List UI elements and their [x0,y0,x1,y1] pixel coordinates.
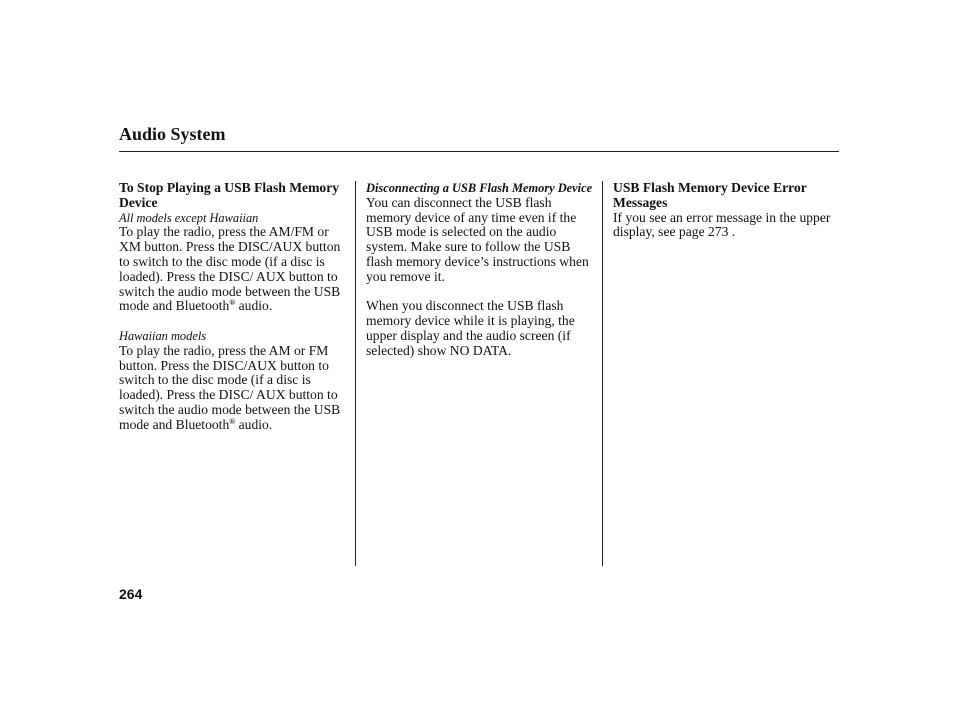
stop-playing-heading: To Stop Playing a USB Flash Memory Device [119,180,340,210]
hawaiian-subheading: Hawaiian models [119,328,207,343]
column-error-messages [613,181,839,240]
error-messages-heading: USB Flash Memory Device Error Messages [613,180,807,210]
registered-mark: ® [229,416,236,426]
hawaiian-body: To play the radio, press the AM or FM button. Press the DISC/AUX button to switch to the disc mode (if a disc is loaded). Press the DISC/ AUX button to switch the audio mode between the USB mode and Bluetooth [119,342,341,432]
header-rule [119,151,839,152]
disconnecting-paragraph-2: When you disconnect the USB flash memory device while it is playing, the upper display and the audio screen (if selected) show NO DATA. [366,298,575,358]
non-hawaiian-subheading: All models except Hawaiian [119,210,259,225]
disconnecting-paragraph-1: You can disconnect the USB flash memory device of any time even if the USB mode is selected on the audio system. Make sure to follow the USB flash memory device’s instructions when you remove it. [366,194,589,284]
page-title: Audio System [119,124,226,144]
disconnecting-heading: Disconnecting a USB Flash Memory Device [366,181,593,195]
hawaiian-tail: audio. [235,416,273,432]
registered-mark: ® [229,298,236,308]
non-hawaiian-instructions [119,225,347,314]
column-divider [602,181,603,566]
column-disconnecting [366,181,596,359]
column-divider [355,181,356,566]
column-stop-playing [119,181,347,433]
non-hawaiian-body: To play the radio, press the AM/FM or XM button. Press the DISC/AUX button to switch to the disc mode (if a disc is loaded). Press the DISC/ AUX button to switch the audio mode between the USB mode and Bluetooth [119,224,341,314]
error-messages-paragraph: If you see an error message in the upper display, see page 273 . [613,209,831,240]
non-hawaiian-tail: audio. [235,298,273,314]
hawaiian-instructions [119,344,347,433]
page-number: 264 [119,586,143,602]
